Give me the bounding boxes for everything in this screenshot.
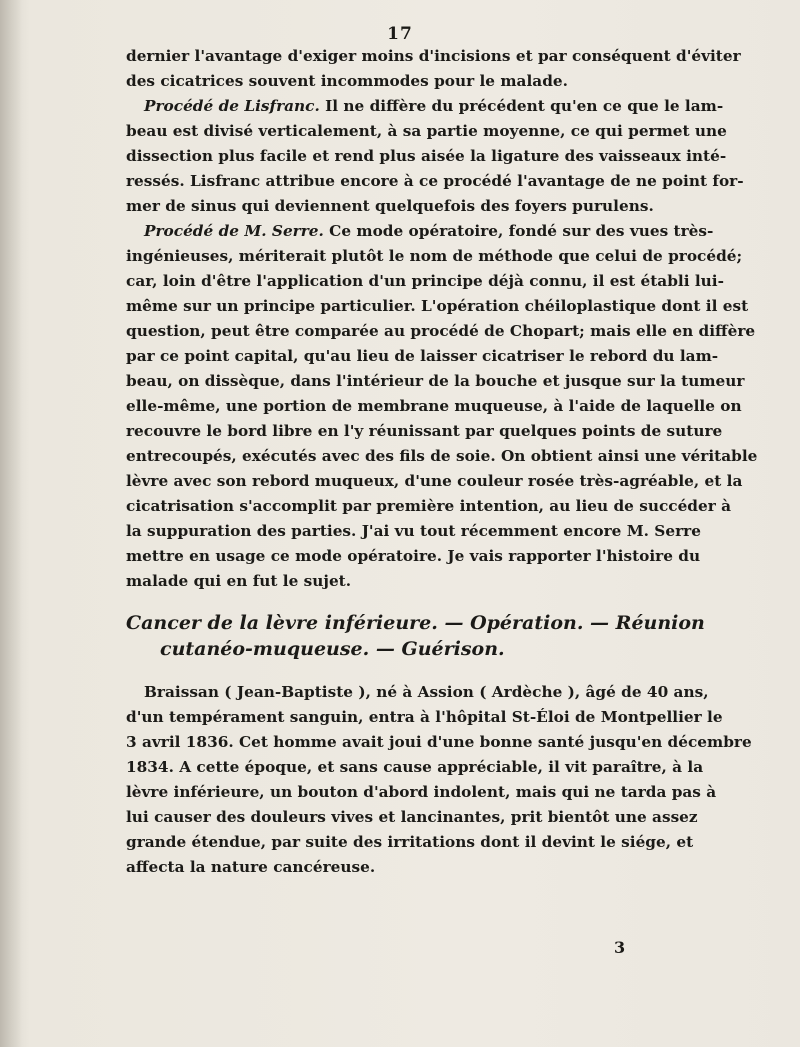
text-line: grande étendue, par suite des irritations dont il devint le siége, et (126, 833, 694, 851)
text-line: elle-même, une portion de membrane muqueuse, à l'aide de laquelle on (126, 397, 742, 415)
case-heading-line-1: Cancer de la lèvre inférieure. — Opération. — Réunion (126, 612, 705, 634)
text-line (126, 94, 724, 119)
text-line: beau est divisé verticalement, à sa partie moyenne, ce qui permet une (126, 122, 727, 140)
printer-signature-mark: 3 (614, 938, 626, 957)
text-line: des cicatrices souvent incommodes pour le malade. (126, 72, 568, 90)
text-line: ressés. Lisfranc attribue encore à ce procédé l'avantage de ne point for- (126, 172, 744, 190)
text-line: affecta la nature cancéreuse. (126, 858, 376, 876)
text-line: Braissan ( Jean-Baptiste ), né à Assion ( Ardèche ), âgé de 40 ans, (144, 683, 709, 701)
text-line: malade qui en fut le sujet. (126, 572, 352, 590)
text-line: mer de sinus qui deviennent quelquefois des foyers purulens. (126, 197, 654, 215)
procedure-title-lisfranc: Procédé de Lisfranc. (144, 97, 320, 115)
text-line: ingénieuses, mériterait plutôt le nom de méthode que celui de procédé; (126, 247, 743, 265)
text-line: mettre en usage ce mode opératoire. Je vais rapporter l'histoire du (126, 547, 701, 565)
text-line: lèvre avec son rebord muqueux, d'une couleur rosée très-agréable, et la (126, 472, 743, 490)
text-line: dissection plus facile et rend plus aisée la ligature des vaisseaux inté- (126, 147, 727, 165)
case-text-block (126, 680, 752, 880)
text-line: entrecoupés, exécutés avec des fils de soie. On obtient ainsi une véritable (126, 447, 758, 465)
text-line: même sur un principe particulier. L'opération chéiloplastique dont il est (126, 297, 749, 315)
text-line: d'un tempérament sanguin, entra à l'hôpital St-Éloi de Montpellier le (126, 708, 723, 726)
text-line: question, peut être comparée au procédé de Chopart; mais elle en diffère (126, 322, 756, 340)
main-text-block (126, 44, 758, 594)
text-line: lèvre inférieure, un bouton d'abord indolent, mais qui ne tarda pas à (126, 783, 717, 801)
text-line: dernier l'avantage d'exiger moins d'incisions et par conséquent d'éviter (126, 47, 741, 65)
page-gutter-shadow (0, 0, 22, 1047)
text-line: par ce point capital, qu'au lieu de laisser cicatriser le rebord du lam- (126, 347, 719, 365)
text-line (126, 219, 714, 244)
text-fragment: Ce mode opératoire, fondé sur des vues très- (323, 222, 714, 240)
text-line: la suppuration des parties. J'ai vu tout récemment encore M. Serre (126, 522, 701, 540)
text-line: 1834. A cette époque, et sans cause appréciable, il vit paraître, à la (126, 758, 704, 776)
text-line: lui causer des douleurs vives et lancinantes, prit bientôt une assez (126, 808, 698, 826)
page-number: 17 (387, 24, 413, 44)
text-line: recouvre le bord libre en l'y réunissant par quelques points de suture (126, 422, 723, 440)
case-heading-line-2: cutanéo-muqueuse. — Guérison. (160, 638, 505, 660)
text-line: cicatrisation s'accomplit par première intention, au lieu de succéder à (126, 497, 732, 515)
text-line: car, loin d'être l'application d'un principe déjà connu, il est établi lui- (126, 272, 724, 290)
text-line: beau, on dissèque, dans l'intérieur de la bouche et jusque sur la tumeur (126, 372, 745, 390)
procedure-title-serre: Procédé de M. Serre. (144, 222, 324, 240)
text-fragment: Il ne diffère du précédent qu'en ce que le lam- (319, 97, 724, 115)
text-line: 3 avril 1836. Cet homme avait joui d'une bonne santé jusqu'en décembre (126, 733, 752, 751)
